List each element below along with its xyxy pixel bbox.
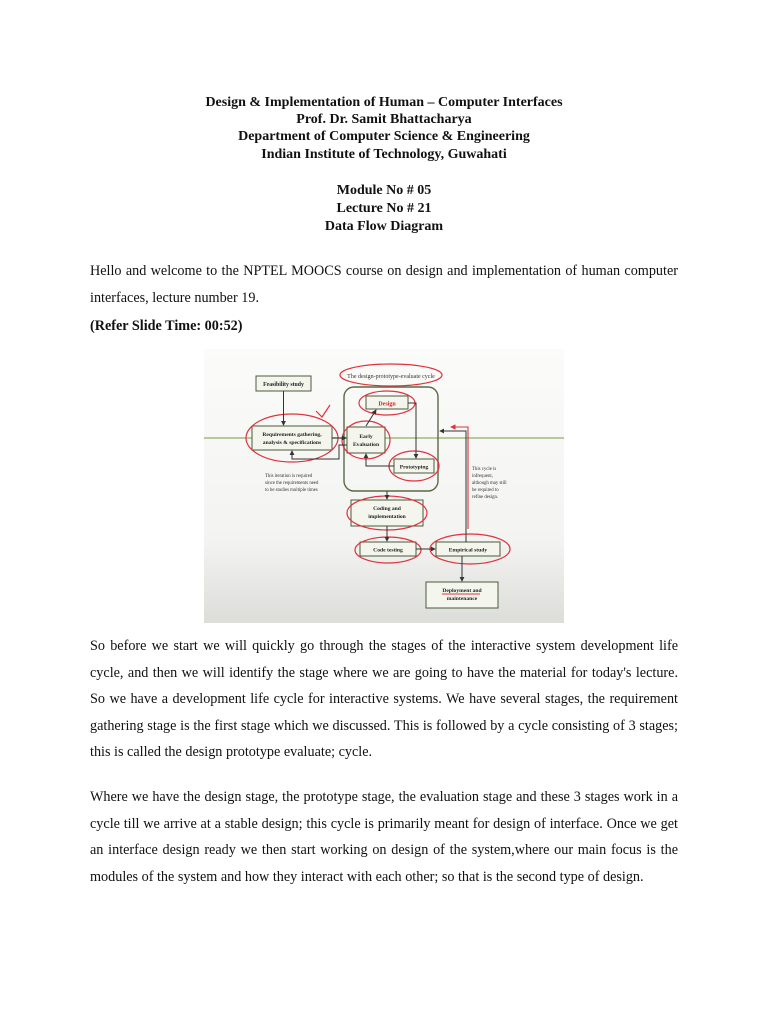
early-evaluation-label-line1: Early [359,434,373,440]
design-label: Design [378,401,396,408]
module-number: Module No # 05 [336,183,432,198]
early-evaluation-box [347,427,385,453]
course-title: Design & Implementation of Human – Computer Interfaces [205,95,563,110]
note-right-line3: although may still [472,481,507,486]
coding-label-line1: Coding and [373,506,401,512]
deployment-box [426,582,498,608]
institute-name: Indian Institute of Technology, Guwahati [261,146,507,162]
empirical-study-label: Empirical study [448,547,488,554]
document-header [0,94,768,163]
refer-slide-time: (Refer Slide Time: 00:52) [90,318,243,334]
body-paragraph-2: Where we have the design stage, the prototype stage, the evaluation stage and these 3 stages work in a cycle till we arrive at a stable design; this cycle is primarily meant for design of interface. Once we get an interface design ready we then start working on design of the system,where our main focus is the modules of the system and how they interact with each other; so that is the second type of design. [90,789,678,885]
lecture-topic: Data Flow Diagram [324,219,444,234]
requirements-label-line1: Requirements gathering, [262,432,322,438]
professor-name: Prof. Dr. Samit Bhattacharya [296,112,472,128]
lecture-number: Lecture No # 21 [336,201,432,216]
prototyping-label: Prototyping [399,464,429,471]
note-right-line4: be required to [472,488,499,493]
early-evaluation-label-line2: Evaluation [352,442,380,448]
requirements-box [252,426,332,450]
requirements-label-line2: analysis & specifications [262,440,322,446]
department-name: Department of Computer Science & Engineering [238,129,530,145]
note-left-line1: This iteration is required [265,474,313,479]
note-left-line3: to be studies multiple times [265,488,318,493]
note-right-line2: infrequent, [472,474,493,479]
cycle-label: The design-prototype-evaluate cycle [347,374,435,380]
intro-paragraph: Hello and welcome to the NPTEL MOOCS course on design and implementation of human computer interfaces, lecture number 19. [90,263,678,306]
feasibility-study-label: Feasibility study [263,382,304,388]
coding-box [351,500,423,526]
lecture-slide-diagram [204,349,564,623]
note-right-line1: This cycle is [472,467,497,472]
body-paragraph-1: So before we start we will quickly go through the stages of the interactive system development life cycle, and then we will identify the stage where we are going to have the material for today's lecture. So we have a development life cycle for interactive systems. We have several stages, the requirement gathering stage is the first stage which we discussed. This is followed by a cycle consisting of 3 stages; this is called the design prototype evaluate; cycle. [90,638,678,761]
coding-label-line2: implementation [368,514,406,520]
note-left-line2: since the requirements need [265,481,319,486]
deployment-label-line2: maintenance [446,596,478,602]
note-right-line5: refine design. [472,495,499,500]
deployment-label-line1: Deployment and [442,588,482,594]
code-testing-label: Code testing [373,547,403,554]
module-info [0,182,768,236]
